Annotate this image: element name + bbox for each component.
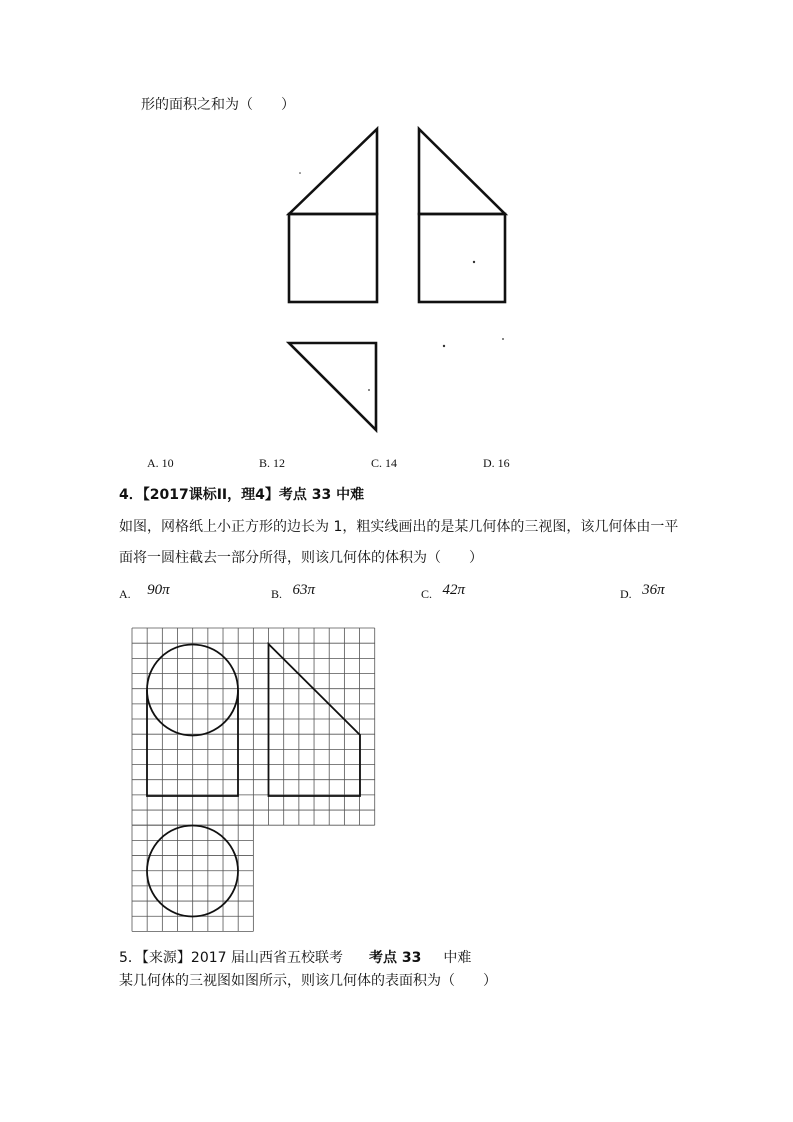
q5-stem-line1: 某几何体的三视图如图所示，则该几何体的表面积为（ ） — [119, 973, 497, 989]
q4-option-b-value: 63π — [292, 582, 315, 598]
q4-option-a-label: A. — [119, 587, 131, 601]
q4-option-c-value: 42π — [442, 582, 465, 598]
q4-grid-lower — [132, 825, 253, 931]
q4-source: 【2017课标II，理4】 — [142, 487, 279, 503]
q5-number: 5． — [119, 950, 142, 966]
q4-stem-line1: 如图，网格纸上小正方形的边长为 1，粗实线画出的是某几何体的三视图，该几何体由一平 — [119, 519, 679, 535]
q5-kaodian: 考点 33 — [369, 950, 422, 966]
q3-stem-tail: 形的面积之和为（ ） — [141, 97, 295, 113]
q5-difficulty: 中难 — [443, 950, 472, 966]
q4-stem-line2: 面将一圆柱截去一部分所得，则该几何体的体积为（ ） — [119, 550, 483, 566]
q3-option-d[interactable]: D. 16 — [483, 456, 510, 470]
q3-option-c[interactable]: C. 14 — [371, 456, 398, 470]
q3-option-a[interactable]: A. 10 — [147, 456, 174, 470]
q3-option-b[interactable]: B. 12 — [259, 456, 286, 470]
q4-option-d-label: D. — [620, 587, 632, 601]
q4-option-d-value: 36π — [642, 582, 665, 598]
q4-option-a-value: 90π — [147, 582, 170, 598]
q5-header — [119, 949, 471, 967]
q4-kaodian: 考点 33 中难 — [278, 487, 365, 503]
q4-number: 4． — [119, 487, 143, 503]
q4-option-c-label: C. — [421, 587, 433, 601]
q4-option-b-label: B. — [271, 587, 283, 601]
q5-source: 【来源】2017 届山西省五校联考 — [141, 950, 344, 966]
